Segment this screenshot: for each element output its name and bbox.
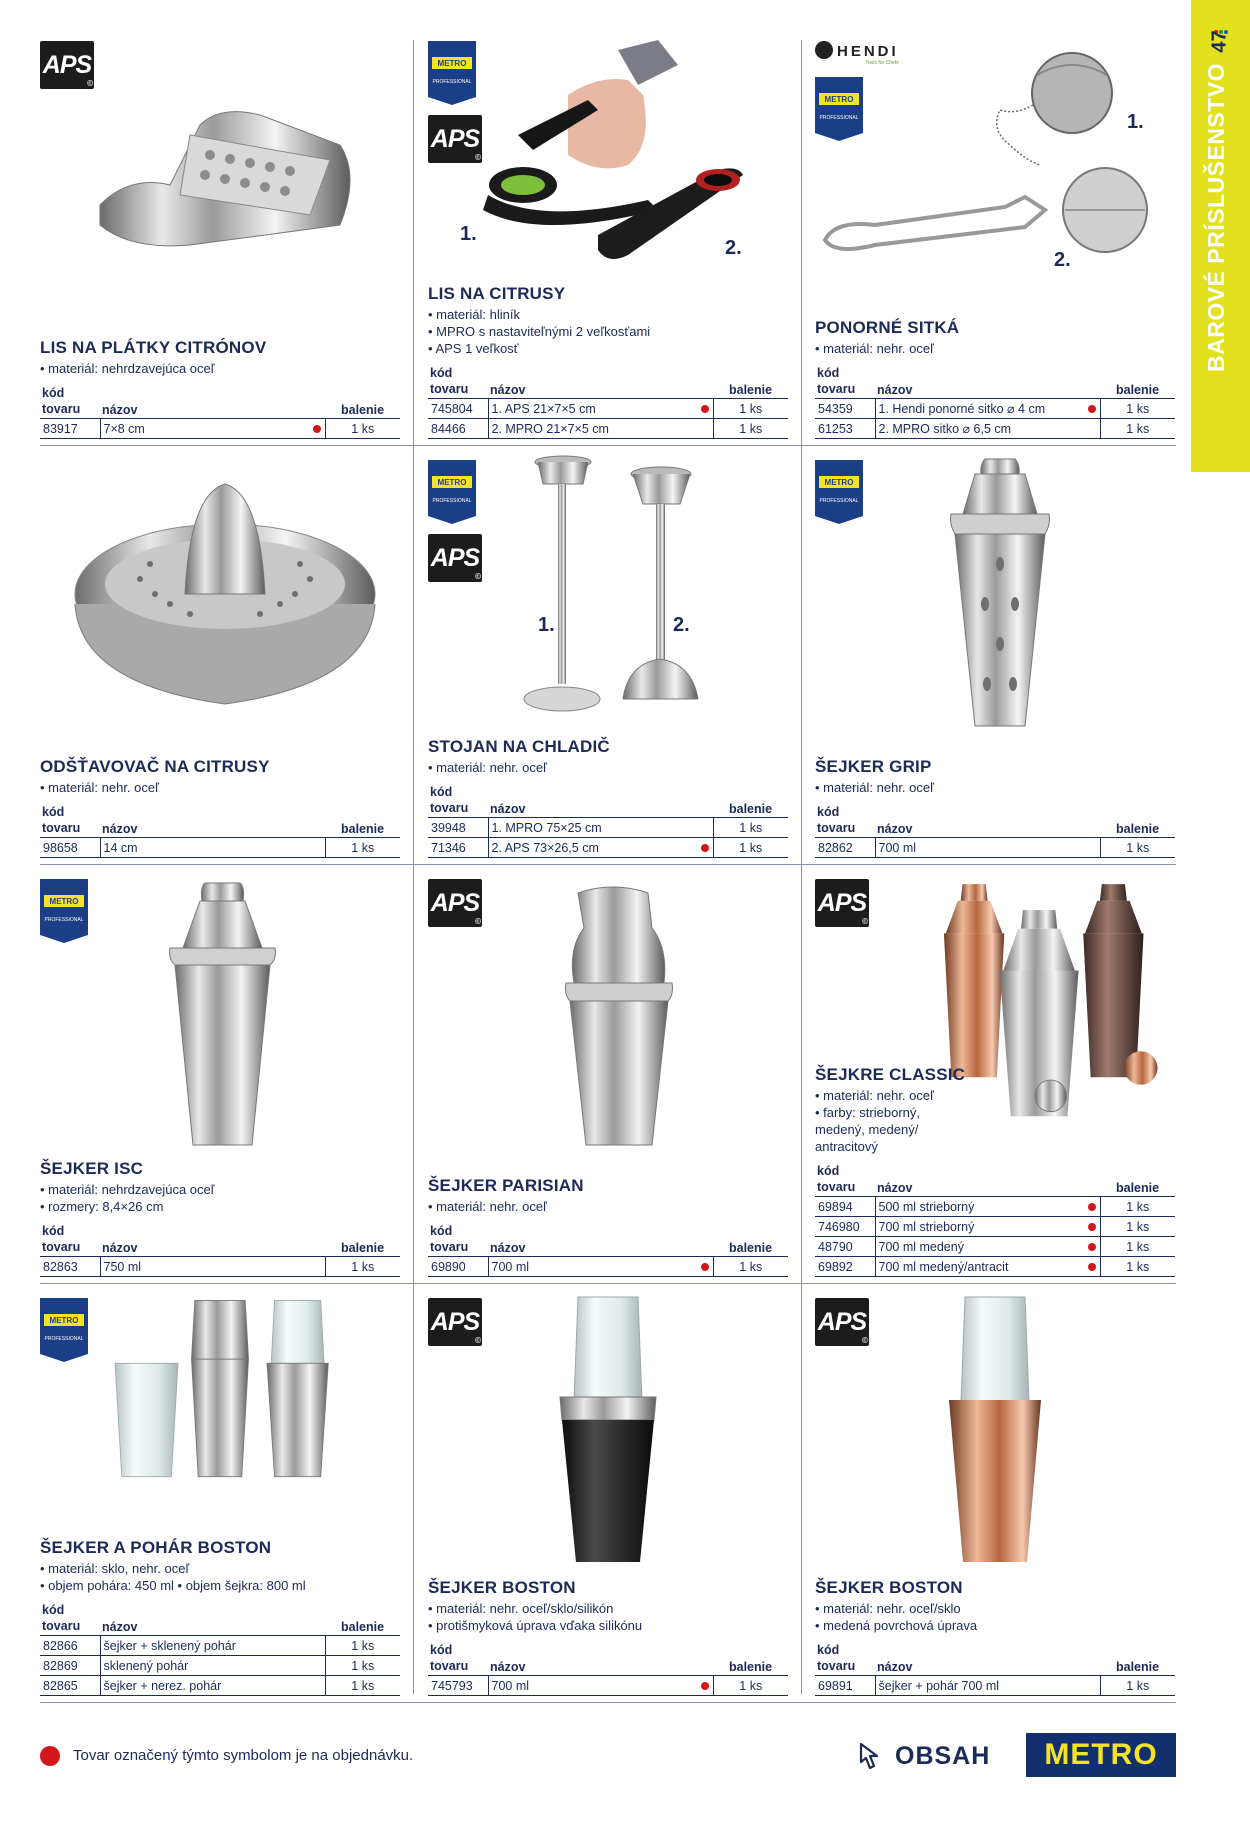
- cell-pack: 1 ks: [325, 419, 400, 439]
- product-title: STOJAN NA CHLADIČ: [428, 737, 610, 756]
- cell-pack: 1 ks: [713, 818, 788, 838]
- product-table: [40, 385, 400, 439]
- table-row: [428, 818, 788, 838]
- aps-brand-badge: APS ©: [428, 879, 482, 927]
- header-name: názov: [488, 365, 713, 399]
- spec-item: • materiál: nehr. oceľ/sklo: [815, 1600, 1175, 1617]
- aps-brand-badge: APS ©: [40, 41, 94, 89]
- cell-pack: 1 ks: [1100, 1257, 1175, 1277]
- order-dot: [313, 425, 321, 433]
- product-info: [428, 1176, 788, 1277]
- header-code: kód tovaru: [815, 1163, 875, 1197]
- order-dot: [701, 405, 709, 413]
- header-name: názov: [100, 385, 325, 419]
- header-pack: balenie: [325, 385, 400, 419]
- cell-pack: 1 ks: [1100, 838, 1175, 858]
- order-symbol-dot: [40, 1746, 60, 1766]
- cell-code: 39948: [428, 818, 488, 838]
- product-info: [815, 757, 1175, 858]
- order-dot: [1088, 1203, 1096, 1211]
- metro-badge-text: METRO: [824, 95, 854, 104]
- product-table: [815, 804, 1175, 858]
- cell-code: 61253: [815, 419, 875, 439]
- cell-name: šejker + sklenený pohár: [100, 1636, 325, 1656]
- product-info: [428, 737, 788, 858]
- header-pack: balenie: [1100, 804, 1175, 838]
- aps-brand-badge: APS ©: [428, 534, 482, 582]
- cell-name: sklenený pohár: [100, 1656, 325, 1676]
- product-table: [815, 365, 1175, 439]
- product-image: [40, 873, 400, 1153]
- header-name: názov: [875, 1163, 1100, 1197]
- header-pack: balenie: [325, 1223, 400, 1257]
- order-symbol-note: Tovar označený týmto symbolom je na objednávku.: [73, 1747, 414, 1764]
- cell-pack: 1 ks: [325, 1257, 400, 1277]
- cell-pack: 1 ks: [1100, 399, 1175, 419]
- product-specs: [815, 1087, 945, 1155]
- spec-item: • materiál: nehr. oceľ: [428, 1198, 788, 1215]
- product-info: [815, 1578, 1175, 1696]
- product-specs: [428, 1198, 788, 1215]
- product-image: [428, 873, 788, 1153]
- cell-code: 82863: [40, 1257, 100, 1277]
- cell-name: 700 ml: [488, 1676, 713, 1696]
- hendi-tagline: Tools for Chefs: [865, 60, 899, 66]
- spec-item: • MPRO s nastaviteľnými 2 veľkosťami: [428, 323, 788, 340]
- metro-badge-text: METRO: [49, 897, 79, 906]
- cell-name: 1. APS 21×7×5 cm: [488, 399, 713, 419]
- metro-badge-sub: PROFESSIONAL: [432, 498, 472, 504]
- product-image: [40, 1292, 400, 1527]
- table-row: [815, 399, 1175, 419]
- product-title: ŠEJKER BOSTON: [815, 1578, 963, 1597]
- cell-name: 700 ml: [488, 1257, 713, 1277]
- cell-pack: 1 ks: [325, 838, 400, 858]
- cell-pack: 1 ks: [713, 838, 788, 858]
- product-specs: [40, 1181, 400, 1215]
- cell-code: 69891: [815, 1676, 875, 1696]
- table-row: [40, 1676, 400, 1696]
- product-info: [815, 318, 1175, 439]
- product-shaker-parisian: [428, 873, 788, 1283]
- product-title: PONORNÉ SITKÁ: [815, 318, 960, 337]
- header-code: kód tovaru: [428, 365, 488, 399]
- cell-pack: 1 ks: [1100, 1676, 1175, 1696]
- product-title: ŠEJKER PARISIAN: [428, 1176, 584, 1195]
- cell-name: 2. MPRO 21×7×5 cm: [488, 419, 713, 439]
- header-code: kód tovaru: [815, 804, 875, 838]
- product-table: [428, 784, 788, 858]
- product-table: [815, 1642, 1175, 1696]
- product-shaker-isc: [40, 873, 400, 1283]
- table-header: [815, 804, 1175, 838]
- cell-code: 746980: [815, 1217, 875, 1237]
- product-title: ODŠŤAVOVAČ NA CITRUSY: [40, 757, 270, 776]
- spec-item: • rozmery: 8,4×26 cm: [40, 1198, 400, 1215]
- header-code: kód tovaru: [815, 1642, 875, 1676]
- table-row: [815, 1197, 1175, 1217]
- header-name: názov: [875, 1642, 1100, 1676]
- order-dot: [1088, 405, 1096, 413]
- cell-name: 750 ml: [100, 1257, 325, 1277]
- cell-pack: 1 ks: [713, 419, 788, 439]
- product-specs: [40, 360, 400, 377]
- product-boston-shaker-glass: [40, 1292, 400, 1702]
- product-table: [428, 1642, 788, 1696]
- spec-item: • materiál: nehr. oceľ: [815, 1087, 1015, 1104]
- product-citrus-slice-press: [40, 35, 400, 445]
- variant-label-1: 1.: [538, 614, 555, 636]
- cell-pack: 1 ks: [1100, 1197, 1175, 1217]
- header-pack: balenie: [325, 1602, 400, 1636]
- metro-logo: METRO: [1026, 1733, 1176, 1777]
- product-info: [40, 1159, 400, 1277]
- table-header: [815, 1642, 1175, 1676]
- aps-brand-badge: APS ©: [428, 1298, 482, 1346]
- product-shakers-classic: [815, 873, 1175, 1283]
- metro-badge-text: METRO: [49, 1316, 79, 1325]
- table-row: [40, 419, 400, 439]
- row-divider: [40, 1702, 1176, 1703]
- product-title: ŠEJKER ISC: [40, 1159, 144, 1178]
- cell-name: 2. APS 73×26,5 cm: [488, 838, 713, 858]
- table-header: [815, 1163, 1175, 1197]
- table-header: [40, 1223, 400, 1257]
- variant-label-1: 1.: [1127, 111, 1144, 133]
- metro-badge-text: METRO: [824, 478, 854, 487]
- page-number: 47: [1208, 30, 1231, 53]
- product-shaker-grip: [815, 454, 1175, 864]
- header-code: kód tovaru: [428, 784, 488, 818]
- header-pack: balenie: [325, 804, 400, 838]
- product-title: ŠEJKER GRIP: [815, 757, 932, 776]
- cell-code: 745804: [428, 399, 488, 419]
- product-info: [40, 1538, 400, 1696]
- column-divider: [413, 40, 414, 1694]
- cell-name: 700 ml medený: [875, 1237, 1100, 1257]
- product-specs: [40, 1560, 400, 1594]
- row-divider: [40, 864, 1176, 865]
- hendi-logo-text: HENDI: [837, 43, 899, 60]
- header-code: kód tovaru: [40, 1602, 100, 1636]
- cell-code: 98658: [40, 838, 100, 858]
- cell-pack: 1 ks: [1100, 419, 1175, 439]
- cell-name: šejker + pohár 700 ml: [875, 1676, 1100, 1696]
- product-title: ŠEJKER A POHÁR BOSTON: [40, 1538, 272, 1557]
- cell-name: šejker + nerez. pohár: [100, 1676, 325, 1696]
- spec-item: • materiál: nehr. oceľ: [815, 779, 1175, 796]
- header-pack: balenie: [713, 365, 788, 399]
- header-code: kód tovaru: [428, 1642, 488, 1676]
- table-header: [40, 1602, 400, 1636]
- product-citrus-press: [428, 35, 788, 445]
- cell-name: 14 cm: [100, 838, 325, 858]
- aps-brand-badge: APS ©: [428, 115, 482, 163]
- header-code: kód tovaru: [428, 1223, 488, 1257]
- table-header: [40, 804, 400, 838]
- table-row: [815, 1217, 1175, 1237]
- cell-code: 69892: [815, 1257, 875, 1277]
- cell-pack: 1 ks: [713, 1257, 788, 1277]
- product-image: [40, 35, 400, 315]
- table-header: [428, 1642, 788, 1676]
- spec-item: • materiál: nehrdzavejúca oceľ: [40, 360, 400, 377]
- header-name: názov: [100, 804, 325, 838]
- product-image: [40, 454, 400, 734]
- cell-name: 500 ml strieborný: [875, 1197, 1100, 1217]
- section-title: BAROVÉ PRÍSLUŠENSTVO: [1203, 62, 1229, 372]
- spec-item: • materiál: nehr. oceľ/sklo/silikón: [428, 1600, 788, 1617]
- row-divider: [40, 445, 1176, 446]
- product-image: [428, 454, 788, 734]
- product-table: [428, 365, 788, 439]
- aps-brand-badge: APS ©: [815, 1298, 869, 1346]
- product-boston-shaker-black: [428, 1292, 788, 1702]
- cell-code: 54359: [815, 399, 875, 419]
- product-citrus-juicer: [40, 454, 400, 864]
- product-specs: [815, 1600, 1175, 1634]
- product-title: LIS NA CITRUSY: [428, 284, 566, 303]
- cell-pack: 1 ks: [325, 1636, 400, 1656]
- order-dot: [1088, 1243, 1096, 1251]
- product-info: [428, 284, 788, 439]
- variant-label-1: 1.: [460, 223, 477, 245]
- header-code: kód tovaru: [40, 385, 100, 419]
- product-title: LIS NA PLÁTKY CITRÓNOV: [40, 338, 267, 357]
- metro-badge-sub: PROFESSIONAL: [44, 1336, 84, 1342]
- header-name: názov: [100, 1223, 325, 1257]
- header-name: názov: [875, 804, 1100, 838]
- metro-badge-sub: PROFESSIONAL: [44, 917, 84, 923]
- cell-code: 71346: [428, 838, 488, 858]
- cell-pack: 1 ks: [325, 1676, 400, 1696]
- order-dot: [701, 1263, 709, 1271]
- table-row: [428, 1676, 788, 1696]
- header-code: kód tovaru: [40, 804, 100, 838]
- metro-badge-sub: PROFESSIONAL: [819, 498, 859, 504]
- cell-pack: 1 ks: [713, 399, 788, 419]
- cell-code: 82865: [40, 1676, 100, 1696]
- header-pack: balenie: [713, 1642, 788, 1676]
- product-cooler-stand: [428, 454, 788, 864]
- product-image: [428, 35, 788, 315]
- table-row: [815, 1676, 1175, 1696]
- table-header: [815, 365, 1175, 399]
- header-name: názov: [488, 784, 713, 818]
- product-specs: [815, 779, 1175, 796]
- header-pack: balenie: [713, 784, 788, 818]
- cell-name: 1. MPRO 75×25 cm: [488, 818, 713, 838]
- cell-code: 84466: [428, 419, 488, 439]
- variant-label-2: 2.: [673, 614, 690, 636]
- header-pack: balenie: [1100, 1642, 1175, 1676]
- hand-pointer-icon: [855, 1738, 891, 1774]
- cell-name: 7×8 cm: [100, 419, 325, 439]
- table-header: [40, 385, 400, 419]
- product-info: [428, 1578, 788, 1696]
- header-name: názov: [488, 1642, 713, 1676]
- column-divider: [801, 40, 802, 1694]
- cell-name: 1. Hendi ponorné sitko ⌀ 4 cm: [875, 399, 1100, 419]
- table-row: [40, 1656, 400, 1676]
- table-header: [428, 365, 788, 399]
- metro-badge-sub: PROFESSIONAL: [432, 79, 472, 85]
- spec-item: • materiál: sklo, nehr. oceľ: [40, 1560, 400, 1577]
- spec-item: • farby: strieborný, medený, medený/ antracitový: [815, 1104, 945, 1155]
- spec-item: • APS 1 veľkosť: [428, 340, 788, 357]
- spec-item: • protišmyková úprava vďaka silikónu: [428, 1617, 788, 1634]
- header-name: názov: [875, 365, 1100, 399]
- cell-name: 700 ml: [875, 838, 1100, 858]
- header-pack: balenie: [713, 1223, 788, 1257]
- table-row: [428, 419, 788, 439]
- product-table: [815, 1163, 1175, 1277]
- cell-code: 69894: [815, 1197, 875, 1217]
- header-name: názov: [100, 1602, 325, 1636]
- product-image: [815, 454, 1175, 734]
- product-specs: [40, 779, 400, 796]
- cell-name: 700 ml medený/antracit: [875, 1257, 1100, 1277]
- table-row: [428, 838, 788, 858]
- spec-item: • materiál: hliník: [428, 306, 788, 323]
- header-name: názov: [488, 1223, 713, 1257]
- table-row: [40, 1636, 400, 1656]
- spec-item: • materiál: nehr. oceľ: [815, 340, 1175, 357]
- cell-code: 82869: [40, 1656, 100, 1676]
- row-divider: [40, 1283, 1176, 1284]
- spec-item: • materiál: nehrdzavejúca oceľ: [40, 1181, 400, 1198]
- product-table: [428, 1223, 788, 1277]
- header-pack: balenie: [1100, 1163, 1175, 1197]
- spec-item: • materiál: nehr. oceľ: [428, 759, 788, 776]
- product-tea-strainers: [815, 35, 1175, 445]
- cell-pack: 1 ks: [1100, 1237, 1175, 1257]
- table-row: [815, 419, 1175, 439]
- order-dot: [701, 844, 709, 852]
- variant-label-2: 2.: [1054, 249, 1071, 271]
- table-row: [815, 838, 1175, 858]
- header-pack: balenie: [1100, 365, 1175, 399]
- order-dot: [1088, 1263, 1096, 1271]
- aps-brand-badge: APS ©: [815, 879, 869, 927]
- table-row: [815, 1237, 1175, 1257]
- cell-name: 700 ml strieborný: [875, 1217, 1100, 1237]
- spec-item: • objem pohára: 450 ml • objem šejkra: 800 ml: [40, 1577, 400, 1594]
- table-row: [428, 399, 788, 419]
- cell-name: 2. MPRO sitko ⌀ 6,5 cm: [875, 419, 1100, 439]
- cell-code: 48790: [815, 1237, 875, 1257]
- cell-pack: 1 ks: [713, 1676, 788, 1696]
- cell-pack: 1 ks: [1100, 1217, 1175, 1237]
- spec-item: • materiál: nehr. oceľ: [40, 779, 400, 796]
- table-row: [815, 1257, 1175, 1277]
- product-table: [40, 1602, 400, 1696]
- product-image: [428, 1292, 788, 1572]
- cell-pack: 1 ks: [325, 1656, 400, 1676]
- product-info: [40, 338, 400, 439]
- product-specs: [428, 306, 788, 357]
- product-boston-shaker-copper: [815, 1292, 1175, 1702]
- variant-label-2: 2.: [725, 237, 742, 259]
- table-header: [428, 1223, 788, 1257]
- table-row: [428, 1257, 788, 1277]
- table-of-contents-link[interactable]: [855, 1738, 990, 1774]
- table-header: [428, 784, 788, 818]
- cell-code: 83917: [40, 419, 100, 439]
- metro-badge-text: METRO: [437, 59, 467, 68]
- cell-code: 82862: [815, 838, 875, 858]
- product-table: [40, 804, 400, 858]
- table-row: [40, 1257, 400, 1277]
- product-info: [815, 1065, 1175, 1277]
- product-specs: [428, 1600, 788, 1634]
- cell-code: 69890: [428, 1257, 488, 1277]
- cell-code: 745793: [428, 1676, 488, 1696]
- product-info: [40, 757, 400, 858]
- spec-item: • medená povrchová úprava: [815, 1617, 1175, 1634]
- product-image: [815, 35, 1175, 315]
- table-row: [40, 838, 400, 858]
- toc-link-label: OBSAH: [895, 1741, 991, 1770]
- metro-badge-text: METRO: [437, 478, 467, 487]
- cell-code: 82866: [40, 1636, 100, 1656]
- product-specs: [428, 759, 788, 776]
- product-title: ŠEJKER BOSTON: [428, 1578, 576, 1597]
- product-image: [815, 1292, 1175, 1572]
- header-code: kód tovaru: [815, 365, 875, 399]
- product-title: ŠEJKRE CLASSIC: [815, 1065, 966, 1084]
- product-specs: [815, 340, 1175, 357]
- order-dot: [1088, 1223, 1096, 1231]
- metro-badge-sub: PROFESSIONAL: [819, 115, 859, 121]
- header-code: kód tovaru: [40, 1223, 100, 1257]
- order-dot: [701, 1682, 709, 1690]
- product-table: [40, 1223, 400, 1277]
